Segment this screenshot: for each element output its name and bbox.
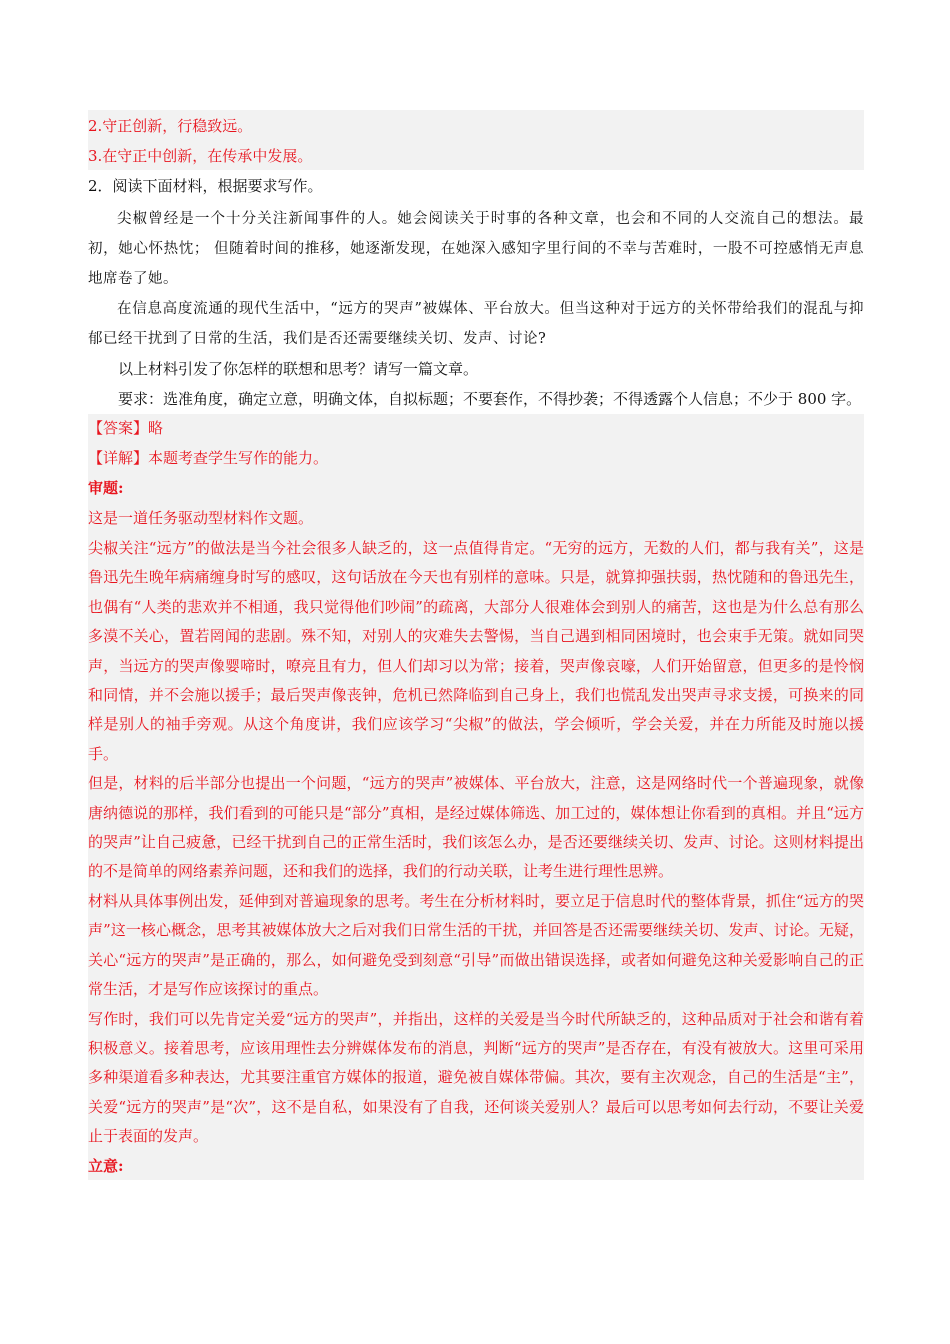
document-page [88, 110, 864, 1180]
answer-line: 【答案】略 [88, 419, 164, 437]
analysis-paragraph-4: 写作时，我们可以先肯定关爱“远方的哭声”，并指出，这样的关爱是当今时代所缺乏的，这种品质对于社会和谐有着积极意义。接着思考，应该用理性去分辨媒体发布的消息，判断“远方的哭声”是否存在，有没有被放大。这里可采用多种渠道看多种表达，尤其要注重官方媒体的报道，避免被自媒体带偏。其次，要有主次观念，自己的生活是“主”，关爱“远方的哭声”是“次”，这不是自私，如果没有了自我，还何谈关爱别人？最后可以思考如何去行动，不要让关爱止于表面的发声。 [88, 1009, 864, 1146]
question-header: 2．阅读下面材料，根据要求写作。 [88, 177, 323, 195]
material-paragraph-1: 尖椒曾经是一个十分关注新闻事件的人。她会阅读关于时事的各种文章，也会和不同的人交流自己的想法。最初，她心怀热忱； 但随着时间的推移，她逐渐发现，在她深入感知字里行间的不幸与苦难时，一股不可控感悄无声息地席卷了她。 [88, 211, 864, 287]
top-answer-block [88, 110, 864, 170]
material-paragraph-2: 在信息高度流通的现代生活中，“远方的哭声”被媒体、平台放大。但当这种对于远方的关怀带给我们的混乱与抑郁已经干扰到了日常的生活，我们是否还需要继续关切、发声、讨论? [88, 301, 864, 347]
shenti-label: 审题: [88, 479, 124, 497]
answer-block [88, 414, 864, 1180]
question-block [88, 172, 864, 414]
analysis-intro: 这是一道任务驱动型材料作文题。 [88, 509, 314, 527]
detail-line: 【详解】本题考查学生写作的能力。 [88, 449, 329, 467]
writing-prompt: 以上材料引发了你怎样的联想和思考？请写一篇文章。 [118, 360, 479, 378]
writing-requirements: 要求：选准角度，确定立意，明确文体，自拟标题；不要套作，不得抄袭；不得透露个人信息；不少于 800 字。 [118, 390, 862, 408]
analysis-paragraph-1: 尖椒关注“远方”的做法是当今社会很多人缺乏的，这一点值得肯定。“无穷的远方，无数的人们，都与我有关”，这是鲁迅先生晚年病痛缠身时写的感叹，这句话放在今天也有别样的意味。只是，就算抑强扶弱，热忱随和的鲁迅先生，也偶有“人类的悲欢并不相通，我只觉得他们吵闹”的疏离，大部分人很难体会到别人的痛苦，这也是为什么总有那么多漠不关心，置若罔闻的悲剧。殊不知，对别人的灾难失去警惕，当自己遇到相同困境时，也会束手无策。就如同哭声，当远方的哭声像婴啼时，嘹亮且有力，但人们却习以为常；接着，哭声像哀嚎，人们开始留意，但更多的是怜悯和同情，并不会施以援手；最后哭声像丧钟，危机已然降临到自己身上，我们也慌乱发出哭声寻求支援，可换来的同样是别人的袖手旁观。从这个角度讲，我们应该学习“尖椒”的做法，学会倾听，学会关爱，并在力所能及时施以援手。 [88, 539, 864, 763]
option-line-2: 2.守正创新，行稳致远。 [88, 117, 253, 135]
analysis-paragraph-2: 但是，材料的后半部分也提出一个问题，“远方的哭声”被媒体、平台放大，注意，这是网络时代一个普遍现象，就像唐纳德说的那样，我们看到的可能只是“部分”真相，是经过媒体筛选、加工过的，媒体想让你看到的真相。并且“远方的哭声”让自己疲惫，已经干扰到自己的正常生活时，我们该怎么办，是否还要继续关切、发声、讨论。这则材料提出的不是简单的网络素养问题，还和我们的选择，我们的行动关联，让考生进行理性思辨。 [88, 774, 864, 881]
option-line-3: 3.在守正中创新，在传承中发展。 [88, 147, 313, 165]
liyi-label: 立意: [88, 1156, 124, 1175]
analysis-paragraph-3: 材料从具体事例出发，延伸到对普遍现象的思考。考生在分析材料时，要立足于信息时代的整体背景，抓住“远方的哭声”这一核心概念，思考其被媒体放大之后对我们日常生活的干扰，并回答是否还需要继续关切、发声、讨论。无疑，关心“远方的哭声”是正确的，那么，如何避免受到刻意“引导”而做出错误选择，或者如何避免这种关爱影响自己的正常生活，才是写作应该探讨的重点。 [88, 891, 864, 999]
